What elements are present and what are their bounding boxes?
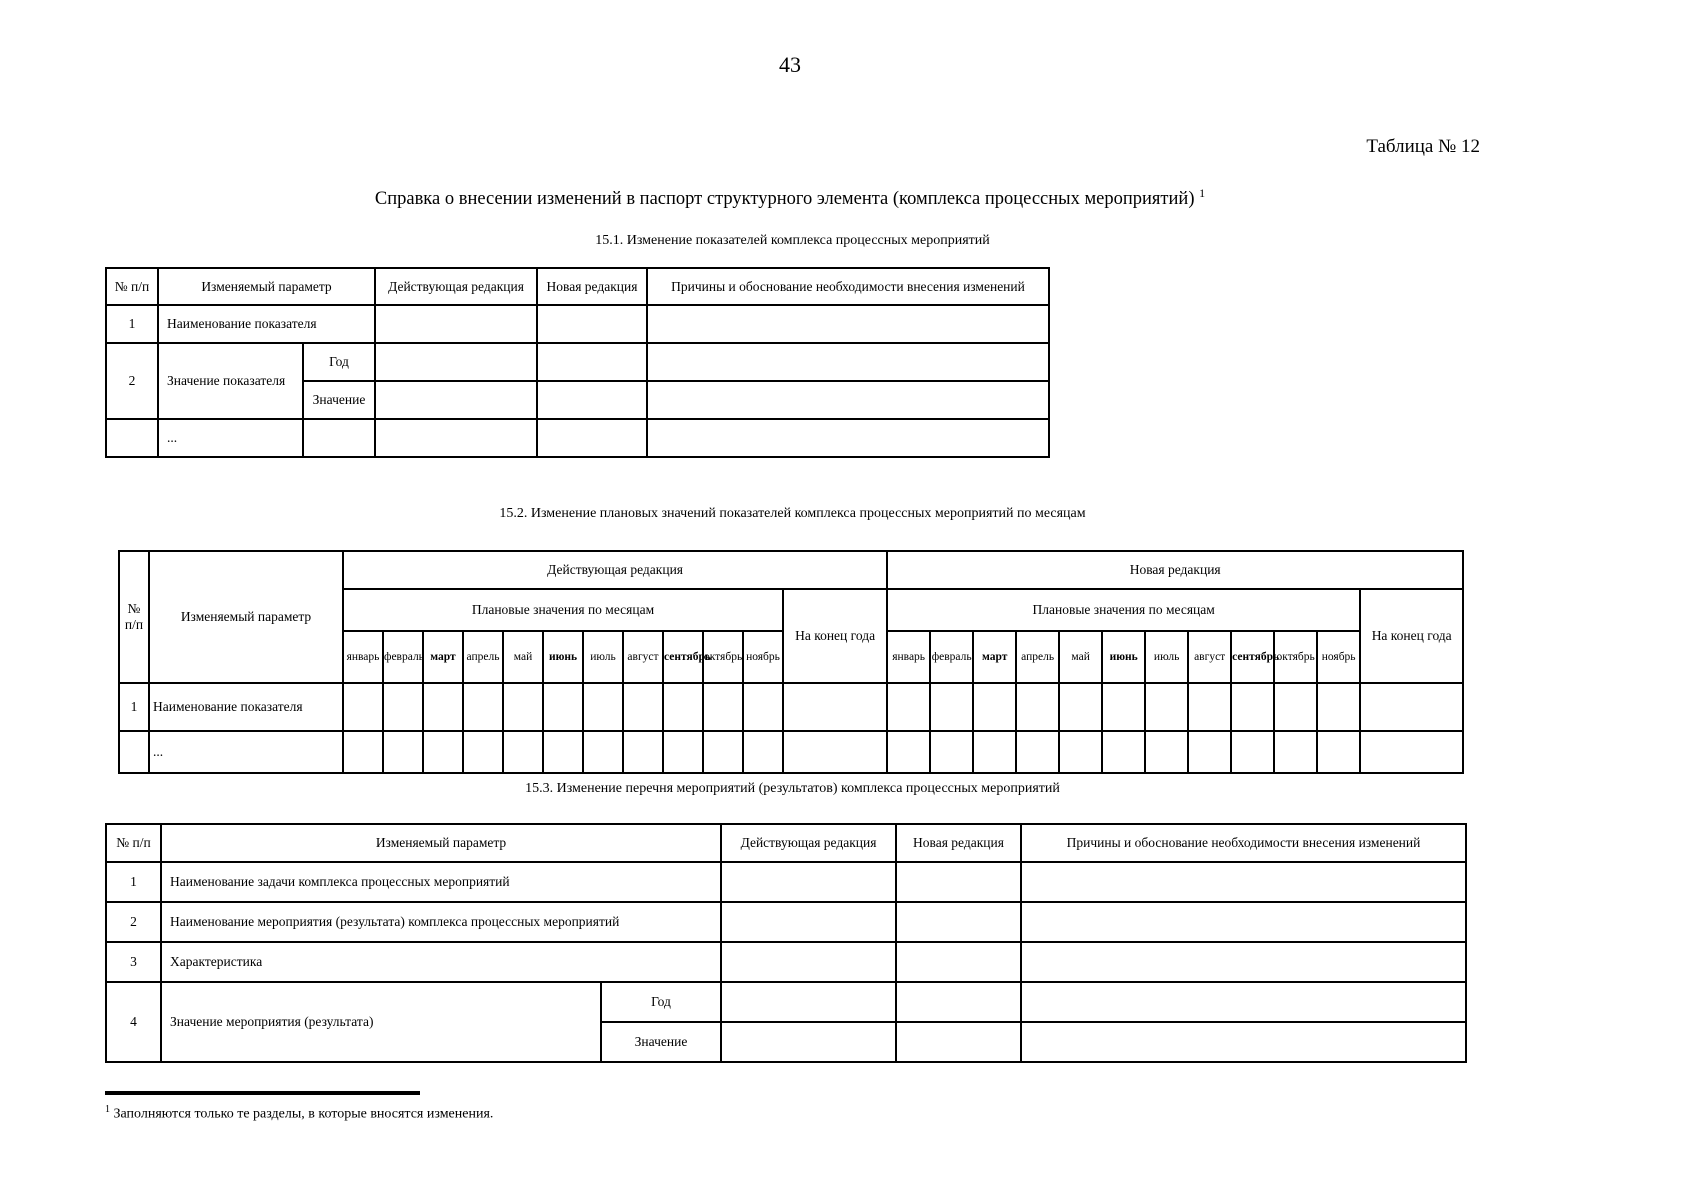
month-header: март — [423, 631, 463, 683]
table-row — [106, 343, 1049, 381]
empty-cell — [503, 683, 543, 731]
param-cell: Наименование показателя — [158, 305, 375, 343]
row-number: 1 — [106, 862, 161, 902]
col-header-num: № п/п — [106, 824, 161, 862]
empty-cell — [375, 419, 537, 457]
param-cell: Значение мероприятия (результата) — [161, 982, 601, 1062]
sub-param-year: Год — [601, 982, 721, 1022]
month-header: июнь — [1102, 631, 1145, 683]
month-header: апрель — [463, 631, 503, 683]
empty-cell — [663, 683, 703, 731]
empty-cell — [1016, 683, 1059, 731]
row-number: 4 — [106, 982, 161, 1062]
month-header: февраль — [383, 631, 423, 683]
col-header-current: Действующая редакция — [721, 824, 896, 862]
footnote — [105, 1104, 1005, 1123]
empty-cell — [537, 419, 647, 457]
empty-cell — [463, 731, 503, 773]
table-15-2 — [118, 550, 1464, 774]
col-header-num: № п/п — [119, 551, 149, 683]
table-row — [119, 683, 1463, 731]
col-header-param: Изменяемый параметр — [161, 824, 721, 862]
table-15-3 — [105, 823, 1467, 1063]
empty-cell — [383, 731, 423, 773]
empty-cell — [896, 982, 1021, 1022]
empty-cell — [1021, 942, 1466, 982]
empty-cell — [1317, 683, 1360, 731]
col-header-param: Изменяемый параметр — [149, 551, 343, 683]
empty-cell — [1360, 731, 1463, 773]
empty-cell — [1231, 731, 1274, 773]
empty-cell — [743, 683, 783, 731]
month-header: июль — [583, 631, 623, 683]
empty-cell — [343, 683, 383, 731]
empty-cell — [375, 343, 537, 381]
empty-cell — [583, 683, 623, 731]
empty-cell — [647, 343, 1049, 381]
month-header: январь — [343, 631, 383, 683]
empty-cell — [703, 683, 743, 731]
empty-cell — [1145, 683, 1188, 731]
table-row — [106, 305, 1049, 343]
month-header: март — [973, 631, 1016, 683]
empty-cell — [463, 683, 503, 731]
empty-cell — [1021, 862, 1466, 902]
empty-cell — [543, 731, 583, 773]
empty-cell — [887, 731, 930, 773]
empty-cell — [583, 731, 623, 773]
section-15-1-caption: 15.1. Изменение показателей комплекса процессных мероприятий — [595, 233, 990, 248]
document-title — [60, 186, 1520, 210]
table-15-3-header-row — [106, 824, 1466, 862]
sub-param-value: Значение — [303, 381, 375, 419]
document-title-text: Справка о внесении изменений в паспорт структурного элемента (комплекса процессных мероприятий) — [374, 189, 1195, 210]
month-header: апрель — [1016, 631, 1059, 683]
row-number: 2 — [106, 902, 161, 942]
row-number: 1 — [119, 683, 149, 731]
table-row — [106, 419, 1049, 457]
empty-cell — [623, 731, 663, 773]
empty-cell — [537, 381, 647, 419]
month-header: январь — [887, 631, 930, 683]
empty-cell — [1102, 731, 1145, 773]
empty-cell — [647, 381, 1049, 419]
table-row — [119, 731, 1463, 773]
table-row — [106, 862, 1466, 902]
empty-cell — [930, 731, 973, 773]
month-header: сентябрь — [663, 631, 703, 683]
table-row — [106, 902, 1466, 942]
footnote-reference: 1 — [1199, 186, 1206, 200]
col-header-new: Новая редакция — [537, 268, 647, 305]
table-15-1 — [105, 267, 1050, 458]
empty-cell — [721, 942, 896, 982]
section-15-2-caption: 15.2. Изменение плановых значений показателей комплекса процессных мероприятий по месяцам — [499, 506, 1086, 521]
param-cell: Наименование мероприятия (результата) комплекса процессных мероприятий — [161, 902, 721, 942]
col-header-param: Изменяемый параметр — [158, 268, 375, 305]
empty-cell — [1188, 731, 1231, 773]
empty-cell — [647, 419, 1049, 457]
group-header-current: Действующая редакция — [343, 551, 887, 589]
empty-cell — [537, 343, 647, 381]
empty-cell — [1145, 731, 1188, 773]
table-15-2-group-header-row — [119, 551, 1463, 589]
empty-cell — [375, 305, 537, 343]
empty-cell — [647, 305, 1049, 343]
empty-cell — [343, 731, 383, 773]
empty-cell — [703, 731, 743, 773]
empty-cell — [1021, 902, 1466, 942]
month-header: ноябрь — [743, 631, 783, 683]
empty-cell — [106, 419, 158, 457]
footnote-text: Заполняются только те разделы, в которые вносятся изменения. — [113, 1106, 494, 1122]
empty-cell — [783, 731, 887, 773]
empty-cell — [1360, 683, 1463, 731]
empty-cell — [930, 683, 973, 731]
col-header-num: № п/п — [106, 268, 158, 305]
empty-cell — [303, 419, 375, 457]
empty-cell — [783, 683, 887, 731]
param-cell: Характеристика — [161, 942, 721, 982]
month-header: май — [1059, 631, 1102, 683]
param-cell: ... — [149, 731, 343, 773]
table-number-label: Таблица № 12 — [1366, 136, 1480, 157]
page-number: 43 — [779, 52, 801, 77]
empty-cell — [1021, 1022, 1466, 1062]
row-number: 1 — [106, 305, 158, 343]
empty-cell — [1231, 683, 1274, 731]
table-row — [106, 982, 1466, 1022]
empty-cell — [423, 683, 463, 731]
param-cell: Наименование задачи комплекса процессных мероприятий — [161, 862, 721, 902]
empty-cell — [721, 902, 896, 942]
section-15-3-caption: 15.3. Изменение перечня мероприятий (результатов) комплекса процессных мероприятий — [525, 781, 1060, 796]
year-end-header: На конец года — [1360, 589, 1463, 683]
footnote-divider — [105, 1091, 420, 1095]
empty-cell — [1102, 683, 1145, 731]
empty-cell — [1317, 731, 1360, 773]
empty-cell — [1188, 683, 1231, 731]
empty-cell — [663, 731, 703, 773]
empty-cell — [721, 862, 896, 902]
empty-cell — [537, 305, 647, 343]
sub-param-year: Год — [303, 343, 375, 381]
month-header: ноябрь — [1317, 631, 1360, 683]
empty-cell — [896, 862, 1021, 902]
empty-cell — [1274, 731, 1317, 773]
empty-cell — [973, 683, 1016, 731]
empty-cell — [503, 731, 543, 773]
month-header: октябрь — [1274, 631, 1317, 683]
col-header-new: Новая редакция — [896, 824, 1021, 862]
year-end-header: На конец года — [783, 589, 887, 683]
month-header: октябрь — [703, 631, 743, 683]
param-cell: Наименование показателя — [149, 683, 343, 731]
empty-cell — [1021, 982, 1466, 1022]
empty-cell — [1274, 683, 1317, 731]
empty-cell — [1059, 683, 1102, 731]
empty-cell — [1059, 731, 1102, 773]
empty-cell — [375, 381, 537, 419]
param-cell: ... — [158, 419, 303, 457]
row-number: 2 — [106, 343, 158, 419]
empty-cell — [973, 731, 1016, 773]
empty-cell — [623, 683, 663, 731]
month-header: май — [503, 631, 543, 683]
month-header: февраль — [930, 631, 973, 683]
empty-cell — [887, 683, 930, 731]
monthly-values-header: Плановые значения по месяцам — [887, 589, 1360, 631]
empty-cell — [721, 982, 896, 1022]
col-header-reasons: Причины и обоснование необходимости внесения изменений — [1021, 824, 1466, 862]
table-row — [106, 942, 1466, 982]
empty-cell — [119, 731, 149, 773]
empty-cell — [743, 731, 783, 773]
empty-cell — [896, 942, 1021, 982]
empty-cell — [896, 902, 1021, 942]
month-header: август — [1188, 631, 1231, 683]
group-header-new: Новая редакция — [887, 551, 1463, 589]
empty-cell — [543, 683, 583, 731]
empty-cell — [1016, 731, 1059, 773]
monthly-values-header: Плановые значения по месяцам — [343, 589, 783, 631]
param-cell: Значение показателя — [158, 343, 303, 419]
col-header-current: Действующая редакция — [375, 268, 537, 305]
month-header: июль — [1145, 631, 1188, 683]
month-header: август — [623, 631, 663, 683]
footnote-ref-mark: 1 — [105, 1104, 110, 1115]
row-number: 3 — [106, 942, 161, 982]
empty-cell — [721, 1022, 896, 1062]
month-header: сентябрь — [1231, 631, 1274, 683]
empty-cell — [383, 683, 423, 731]
col-header-reasons: Причины и обоснование необходимости внесения изменений — [647, 268, 1049, 305]
empty-cell — [423, 731, 463, 773]
table-15-1-header-row — [106, 268, 1049, 305]
sub-param-value: Значение — [601, 1022, 721, 1062]
month-header: июнь — [543, 631, 583, 683]
empty-cell — [896, 1022, 1021, 1062]
